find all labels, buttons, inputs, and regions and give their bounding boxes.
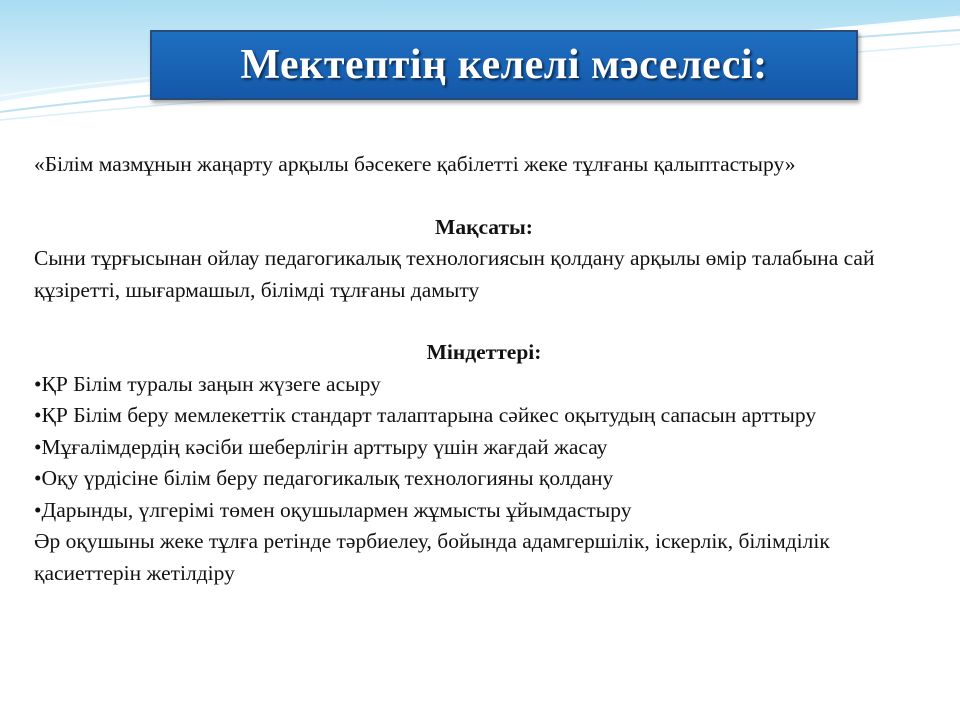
goal-heading: Мақсаты: xyxy=(435,214,533,239)
goal-text: Сыни тұрғысынан ойлау педагогикалық технологиясын қолдану арқылы өмір талабына сай құзіретті, шығармашыл, білімді тұлғаны дамыту xyxy=(34,246,875,302)
task-item: •ҚР Білім туралы заңын жүзеге асыру xyxy=(34,371,381,396)
task-item: •Мұғалімдердің кәсіби шеберлігін арттыру үшін жағдай жасау xyxy=(34,434,608,459)
spacer xyxy=(34,306,934,337)
task-item: •Дарынды, үлгерімі төмен оқушылармен жұмысты ұйымдастыру xyxy=(34,497,632,522)
spacer xyxy=(34,181,934,212)
task-item: •Оқу үрдісіне білім беру педагогикалық технологияны қолдану xyxy=(34,466,614,490)
slide-body xyxy=(34,149,934,589)
theme-text: «Білім мазмұнын жаңарту арқылы бәсекеге қабілетті жеке тұлғаны қалыптастыру» xyxy=(34,152,796,176)
tasks-heading: Міндеттері: xyxy=(426,340,542,364)
title-banner xyxy=(150,30,858,100)
page-title: Мектептің келелі мәселесі: xyxy=(240,42,768,88)
task-item: •ҚР Білім беру мемлекеттік стандарт талаптарына сәйкес оқытудың сапасын арттыру xyxy=(34,403,817,427)
task-item: Әр оқушыны жеке тұлға ретінде тәрбиелеу, бойында адамгершілік, іскерлік, білімділік қасиеттерін жетілдіру xyxy=(34,529,830,585)
